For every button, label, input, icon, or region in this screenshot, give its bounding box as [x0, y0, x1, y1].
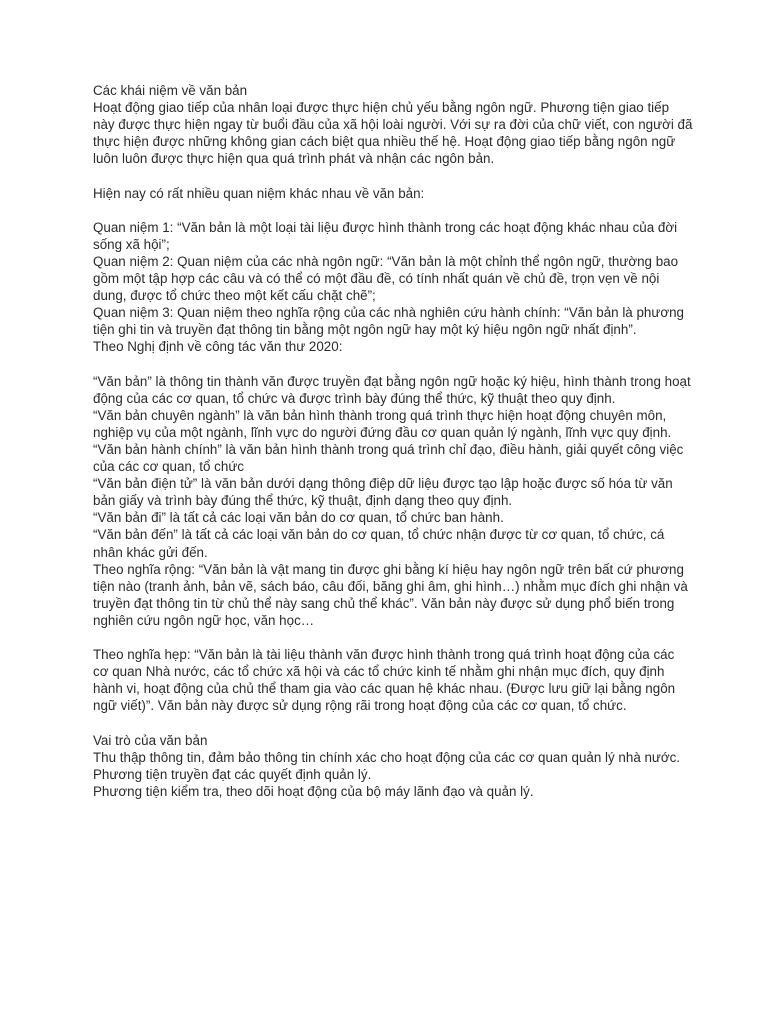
blank-line	[93, 167, 693, 184]
definition-van-ban-den: “Văn bản đến” là tất cả các loại văn bản do cơ quan, tổ chức nhận được từ cơ quan, tổ chức, cá nhân khác gửi đến.	[93, 527, 665, 560]
definition-dien-tu: “Văn bản điện tử” là văn bản dưới dạng thông điệp dữ liệu được tạo lập hoặc được số hóa từ văn bản giấy và trình bày đúng thể thức, kỹ thuật, định dạng theo quy định.	[93, 476, 673, 509]
blank-line	[93, 714, 693, 731]
view-1-paragraph: Quan niệm 1: “Văn bản là một loại tài liệu được hình thành trong các hoạt động khác nhau của đời sống xã hội”;	[93, 219, 678, 252]
blank-line	[93, 202, 693, 219]
broad-meaning-paragraph: Theo nghĩa rộng: “Văn bản là vật mang tin được ghi bằng kí hiệu hay ngôn ngữ trên bất cứ phương tiện nào (tranh ảnh, bản vẽ, sách báo, câu đối, băng ghi âm, ghi hình…) nhằm mục đích ghi nhận và truyền đạt thông tin từ chủ thể này sang chủ thể khác”. Văn bản này được sử dụng phổ biến trong nghiên cứu ngôn ngữ học, văn học…	[93, 561, 688, 628]
view-2-paragraph: Quan niệm 2: Quan niệm của các nhà ngôn ngữ: “Văn bản là một chỉnh thể ngôn ngữ, thường bao gồm một tập hợp các câu và có thể có một đầu đề, có tính nhất quán về chủ đề, trọn vẹn về nội dung, được tổ chức theo một kết cấu chặt chẽ”;	[93, 253, 679, 304]
role-3-paragraph: Phương tiện kiểm tra, theo dõi hoạt động của bộ máy lãnh đạo và quản lý.	[93, 783, 534, 799]
role-2-paragraph: Phương tiện truyền đạt các quyết định quản lý.	[93, 766, 372, 782]
document-body	[93, 82, 693, 800]
definition-van-ban: “Văn bản” là thông tin thành văn được truyền đạt bằng ngôn ngữ hoặc ký hiệu, hình thành trong hoạt động của các cơ quan, tổ chức và được trình bày đúng thể thức, kỹ thuật theo quy định.	[93, 373, 691, 406]
definition-hanh-chinh: “Văn bản hành chính” là văn bản hình thành trong quá trình chỉ đạo, điều hành, giải quyết công việc của các cơ quan, tổ chức	[93, 441, 684, 475]
definition-van-ban-di: “Văn bản đi” là tất cả các loại văn bản do cơ quan, tổ chức ban hành.	[93, 510, 504, 526]
intro-paragraph: Hoạt động giao tiếp của nhân loại được thực hiện chủ yếu bằng ngôn ngữ. Phương tiện giao tiếp này được thực hiện ngay từ buổi đầu của xã hội loài người. Với sự ra đời của chữ viết, con người đã thực hiện được những không gian cách biệt qua nhiều thế hệ. Hoạt động giao tiếp bằng ngôn ngữ luôn luôn được thực hiện qua quá trình phát và nhận các ngôn bản.	[93, 100, 693, 167]
definition-chuyen-nganh: “Văn bản chuyên ngành” là văn bản hình thành trong quá trình thực hiện hoạt động chuyên môn, nghiệp vụ của một ngành, lĩnh vực do người đứng đầu cơ quan quản lý ngành, lĩnh vực quy định.	[93, 407, 672, 440]
many-views-paragraph: Hiện nay có rất nhiều quan niệm khác nhau về văn bản:	[93, 185, 425, 201]
heading-concepts: Các khái niệm về văn bản	[93, 83, 248, 98]
heading-roles: Vai trò của văn bản	[93, 732, 208, 748]
narrow-meaning-paragraph: Theo nghĩa hẹp: “Văn bản là tài liệu thành văn được hình thành trong quá trình hoạt động của các cơ quan Nhà nước, các tổ chức xã hội và các tổ chức kinh tế nhằm ghi nhận mục đích, quy định hành vi, hoạt động của chủ thể tham gia vào các quan hệ khác nhau. (Được lưu giữ lại bằng ngôn ngữ viết)”. Văn bản này được sử dụng rộng rãi trong hoạt động của các cơ quan, tổ chức.	[93, 647, 676, 714]
blank-line	[93, 629, 693, 646]
role-1-paragraph: Thu thập thông tin, đảm bảo thông tin chính xác cho hoạt động của các cơ quan quản lý nhà nước.	[93, 749, 681, 765]
decree-paragraph: Theo Nghị định về công tác văn thư 2020:	[93, 339, 343, 355]
blank-line	[93, 356, 693, 373]
view-3-paragraph: Quan niệm 3: Quan niệm theo nghĩa rộng của các nhà nghiên cứu hành chính: “Văn bản là phương tiện ghi tin và truyền đạt thông tin bằng một ngôn ngữ hay một ký hiệu ngôn ngữ nhất định”.	[93, 305, 685, 338]
